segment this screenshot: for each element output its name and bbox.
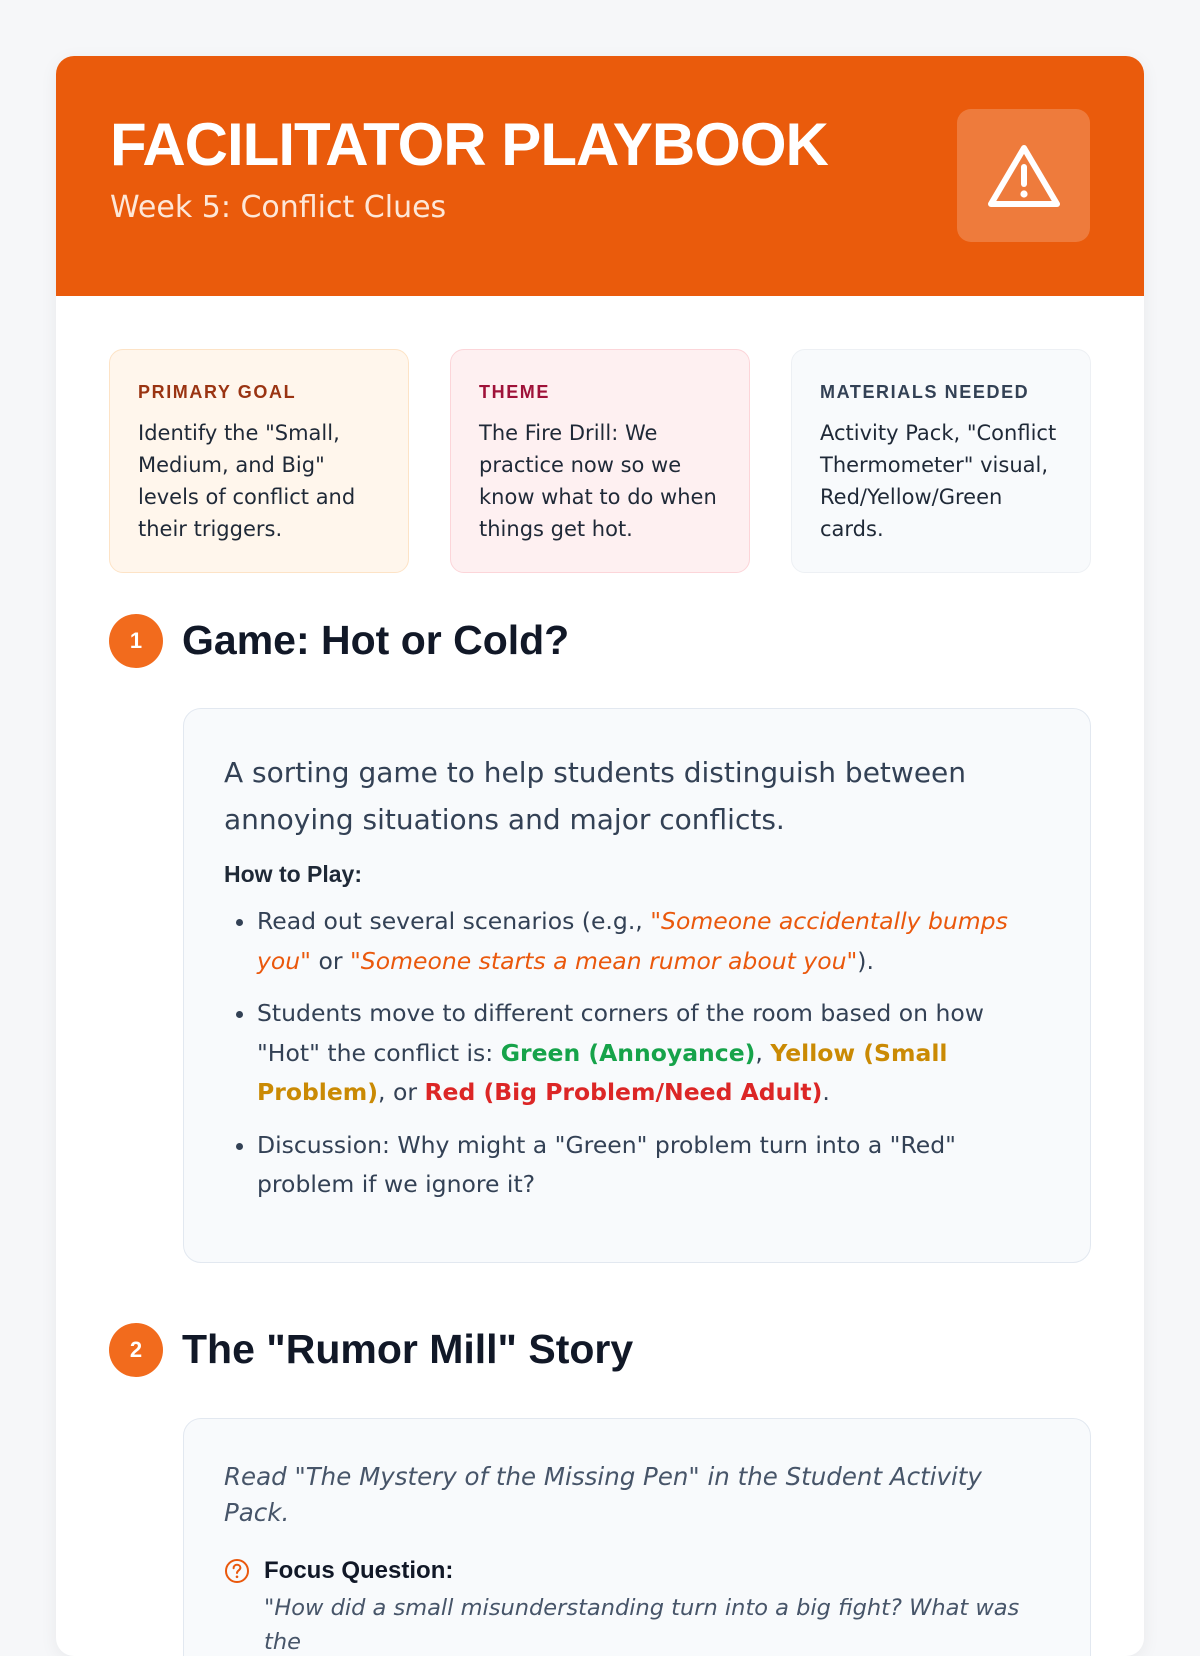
- theme-card: [450, 349, 750, 573]
- question-circle-icon: [224, 1558, 250, 1584]
- green-level: Green (Annoyance): [500, 1038, 756, 1067]
- bullet-text: ,: [755, 1038, 771, 1067]
- bullet-text: .: [822, 1078, 830, 1106]
- bullet-text: ).: [857, 946, 874, 975]
- section-number-badge: 1: [109, 614, 163, 668]
- how-to-play-heading: How to Play:: [224, 861, 363, 887]
- section-intro: A sorting game to help students distinguish between annoying situations and major conflicts.: [224, 756, 967, 836]
- bullet-text: , or: [378, 1078, 425, 1106]
- list-item: • Discussion: Why might a "Green" problem turn into a "Red" problem if we ignore it?: [257, 1126, 1050, 1205]
- bullet-text: or: [311, 946, 350, 975]
- list-item: [257, 994, 1050, 1113]
- bullet-text: Students move to different corners of the room based on how "Hot" the conflict is:: [257, 999, 984, 1067]
- focus-question-row: [224, 1557, 1050, 1585]
- materials-text: Activity Pack, "Conflict Thermometer" visual, Red/Yellow/Green cards.: [820, 421, 1057, 541]
- list-item: [257, 902, 1050, 981]
- primary-goal-card: [109, 349, 409, 573]
- red-level: Red (Big Problem/Need Adult): [424, 1078, 823, 1106]
- bullet-text: Read out several scenarios (e.g.,: [257, 907, 651, 935]
- page-subtitle: Week 5: Conflict Clues: [110, 190, 447, 225]
- playbook-card: [56, 56, 1144, 1656]
- section-title: The "Rumor Mill" Story: [182, 1326, 634, 1372]
- primary-goal-label: PRIMARY GOAL: [138, 382, 297, 402]
- materials-card: [791, 349, 1091, 573]
- scenario-quote: "Someone accidentally bumps you": [257, 907, 1008, 975]
- page-title: FACILITATOR PLAYBOOK: [110, 111, 828, 178]
- focus-question-text: "How did a small misunderstanding turn into a big fight? What was the: [264, 1595, 1020, 1655]
- instructions-list: [224, 902, 1050, 1205]
- section-number-badge: 2: [109, 1323, 163, 1377]
- primary-goal-text: Identify the "Small, Medium, and Big" levels of conflict and their triggers.: [138, 421, 356, 541]
- section-1-content: [183, 708, 1091, 1263]
- story-intro: Read "The Mystery of the Missing Pen" in the Student Activity Pack.: [224, 1462, 982, 1527]
- scenario-quote: "Someone starts a mean rumor about you": [349, 946, 858, 975]
- focus-question-label: Focus Question:: [264, 1557, 454, 1584]
- info-cards: [109, 349, 1092, 575]
- warning-triangle-icon: [957, 109, 1090, 242]
- section-2-content: [183, 1418, 1091, 1656]
- section-2-header: [109, 1321, 1092, 1377]
- theme-text: The Fire Drill: We practice now so we know what to do when things get hot.: [479, 421, 717, 541]
- yellow-level: Yellow (Small Problem): [257, 1038, 948, 1106]
- section-1-header: [109, 612, 1092, 668]
- theme-label: THEME: [479, 382, 550, 402]
- materials-label: MATERIALS NEEDED: [820, 382, 1030, 402]
- section-title: Game: Hot or Cold?: [182, 617, 570, 663]
- playbook-header: [56, 56, 1144, 296]
